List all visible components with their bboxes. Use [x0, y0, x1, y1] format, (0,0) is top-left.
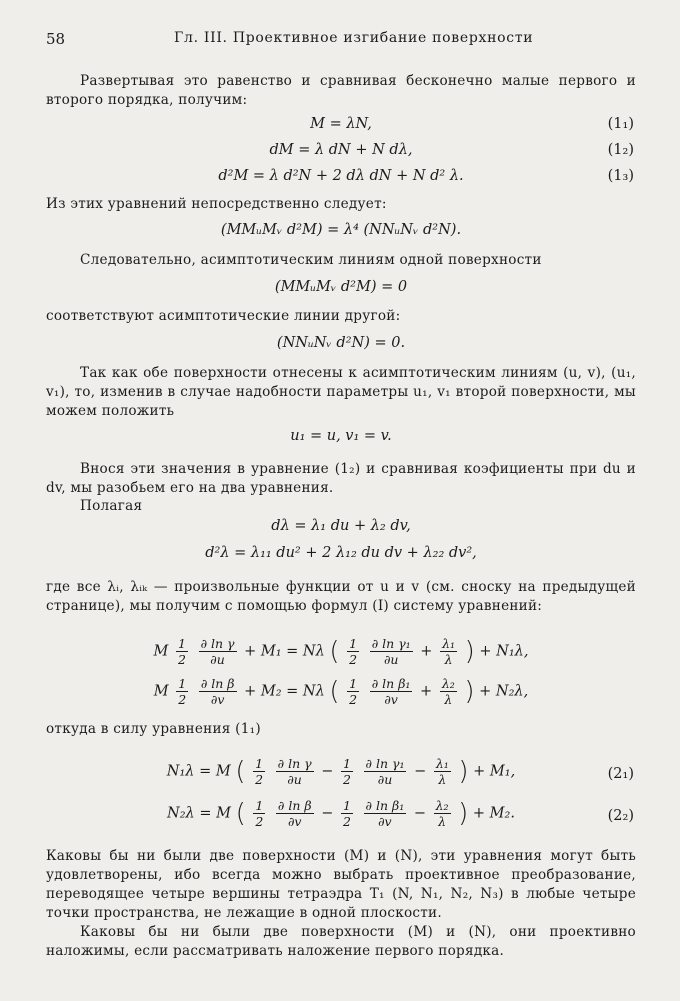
res2-n5: λ₂ [435, 798, 449, 813]
res1-n2: ∂ ln γ [277, 756, 312, 771]
res1-d1: 2 [255, 772, 264, 787]
page-header [46, 30, 634, 52]
sys1-pd3: λ [444, 652, 453, 667]
res2-d3: 2 [342, 814, 351, 829]
equation-1-1: M = λN, [310, 116, 372, 132]
equation-tag-1-3: (1₃) [607, 168, 634, 184]
paragraph-7: Полагая [80, 498, 143, 514]
sys2-pd2: ∂v [384, 692, 398, 707]
system-equation-2: M $\frac{1}{2}$ $\frac{\text{∂ ln β}}{\partial v}$ + M₂ = Nλ ( $\frac{1}{2}$ $\frac{\text{∂ ln β₁}}{\partial v}$ + $\frac{\text{λ₂}}{\lambda}$ ) + N₂λ, [153, 676, 529, 707]
res2-n3: 1 [342, 798, 351, 813]
equation-6-1: dλ = λ₁ du + λ₂ dv, [271, 518, 411, 534]
paragraph-4: соответствуют асимптотические линии другой: [46, 308, 401, 324]
paragraph-3: Следовательно, асимптотическим линиям одной поверхности [80, 252, 542, 268]
paragraph-1: Развертывая это равенство и сравнивая бесконечно малые первого и второго порядка, получим: [46, 73, 636, 108]
sys1-den: ∂u [210, 652, 225, 667]
result-equation-1: N₁λ = M ( $\frac{1}{2}$ $\frac{\text{∂ ln γ}}{\partial u}$ − $\frac{1}{2}$ $\frac{\text{∂ ln γ₁}}{\partial u}$ − $\frac{\text{λ₁}}{\lambda}$ ) + M₁, [166, 756, 516, 787]
equation-tag-1-1: (1₁) [607, 116, 634, 132]
res1-d5: λ [438, 772, 447, 787]
sys1-c1: 1 [178, 636, 186, 651]
equation-tag-1-2: (1₂) [607, 142, 634, 158]
sys1-mid: + M₁ = Nλ [244, 643, 325, 660]
sys1-num: ∂ ln γ [200, 636, 235, 651]
sys2-lhs: M [153, 683, 169, 700]
sys1-pn3: λ₁ [442, 636, 455, 651]
equation-3: (MMᵤMᵥ d²M) = 0 [274, 279, 408, 295]
sys2-c1: 1 [178, 676, 187, 691]
sys2-pn3: λ₂ [441, 676, 455, 691]
sys1-end: + N₁λ, [479, 643, 529, 660]
res1-d4: ∂u [377, 772, 393, 787]
equation-5: u₁ = u, v₁ = v. [290, 428, 392, 444]
res1-n3: 1 [342, 756, 351, 771]
sys2-den: ∂v [210, 692, 225, 707]
equation-6-2: d²λ = λ₁₁ du² + 2 λ₁₂ du dv + λ₂₂ dv², [205, 545, 477, 561]
sys2-pn2: ∂ ln β₁ [371, 676, 411, 691]
sys2-pn1: 1 [349, 676, 358, 691]
sys1-pd1: 2 [349, 652, 358, 667]
res2-end: + M₂. [472, 805, 515, 822]
paragraph-9: откуда в силу уравнения (1₁) [46, 721, 261, 737]
sys2-mid: + M₂ = Nλ [244, 683, 325, 700]
equation-1-2: dM = λ dN + N dλ, [269, 142, 413, 158]
res1-n4: ∂ ln γ₁ [365, 756, 405, 771]
equation-1-3: d²M = λ d²N + 2 dλ dN + N d² λ. [218, 168, 464, 184]
res1-n5: λ₁ [435, 756, 449, 771]
res1-d3: 2 [342, 772, 351, 787]
running-title: Гл. III. Проективное изгибание поверхности [174, 30, 534, 46]
paragraph-2: Из этих уравнений непосредственно следует: [46, 196, 387, 212]
res2-n2: ∂ ln β [277, 798, 312, 813]
sys2-c2: 2 [178, 692, 187, 707]
sys1-c2: 2 [178, 652, 186, 667]
sys1-pn2: ∂ ln γ₁ [371, 636, 411, 651]
sys2-num: ∂ ln β [200, 676, 235, 691]
res2-d2: ∂v [287, 814, 302, 829]
paragraph-11: Каковы бы ни были две поверхности (M) и (N), они проективно наложимы, если рассматривать наложение первого порядка. [46, 924, 636, 959]
res2-d4: ∂v [378, 814, 392, 829]
result-equation-2: N₂λ = M ( $\frac{1}{2}$ $\frac{\text{∂ ln β}}{\partial v}$ − $\frac{1}{2}$ $\frac{\text{∂ ln β₁}}{\partial v}$ − $\frac{\text{λ₂}}{\lambda}$ ) + M₂. [167, 798, 515, 829]
res2-d5: λ [438, 814, 447, 829]
system-equation-1: M $\frac{1}{2}$ $\frac{\text{∂ ln γ}}{\partial u}$ + M₁ = Nλ ( $\frac{1}{2}$ $\frac{\text{∂ ln γ₁}}{\partial u}$ + $\frac{\text{λ₁}}{\lambda}$ ) + N₁λ, [153, 636, 529, 667]
sys1-pd2: ∂u [383, 652, 399, 667]
res2-n4: ∂ ln β₁ [365, 798, 405, 813]
sys1-lhs: M [153, 643, 169, 660]
paragraph-6: Внося эти значения в уравнение (1₂) и сравнивая коэфициенты при du и dv, мы разобьем его на два уравнения. [46, 461, 636, 496]
equation-2: (MMᵤMᵥ d²M) = λ⁴ (NNᵤNᵥ d²N). [220, 222, 462, 238]
page-number: 58 [46, 30, 66, 48]
sys2-pd3: λ [444, 692, 453, 707]
paragraph-8: где все λᵢ, λᵢₖ — произвольные функции от u и v (см. сноску на предыдущей странице), мы получим с помощью формул (I) систему уравнений: [46, 579, 636, 614]
equation-4: (NNᵤNᵥ d²N) = 0. [276, 335, 406, 351]
res2-lhs: N₂λ = M [167, 805, 231, 822]
res1-d2: ∂u [287, 772, 302, 787]
res1-lhs: N₁λ = M [166, 763, 231, 780]
res2-d1: 2 [255, 814, 264, 829]
sys2-pd1: 2 [349, 692, 358, 707]
paragraph-5: Так как обе поверхности отнесены к асимптотическим линиям (u, v), (u₁, v₁), то, изменив в случае надобности параметры u₁, v₁ второй поверхности, мы можем положить [46, 365, 636, 419]
paragraph-10: Каковы бы ни были две поверхности (M) и (N), эти уравнения могут быть удовлетворены, ибо всегда можно выбрать проективное преобразование, переводящее четыре вершины тетраэдра T₁ (N, N₁, N₂, N₃) в любые четыре точки пространства, не лежащие в одной плоскости. [46, 848, 636, 921]
res2-n1: 1 [255, 798, 264, 813]
res1-n1: 1 [255, 756, 264, 771]
res1-end: + M₁, [473, 763, 516, 780]
sys2-end: + N₂λ, [479, 683, 529, 700]
sys1-pn1: 1 [349, 636, 358, 651]
equation-tag-2-1: (2₁) [607, 766, 634, 782]
equation-tag-2-2: (2₂) [607, 808, 634, 824]
